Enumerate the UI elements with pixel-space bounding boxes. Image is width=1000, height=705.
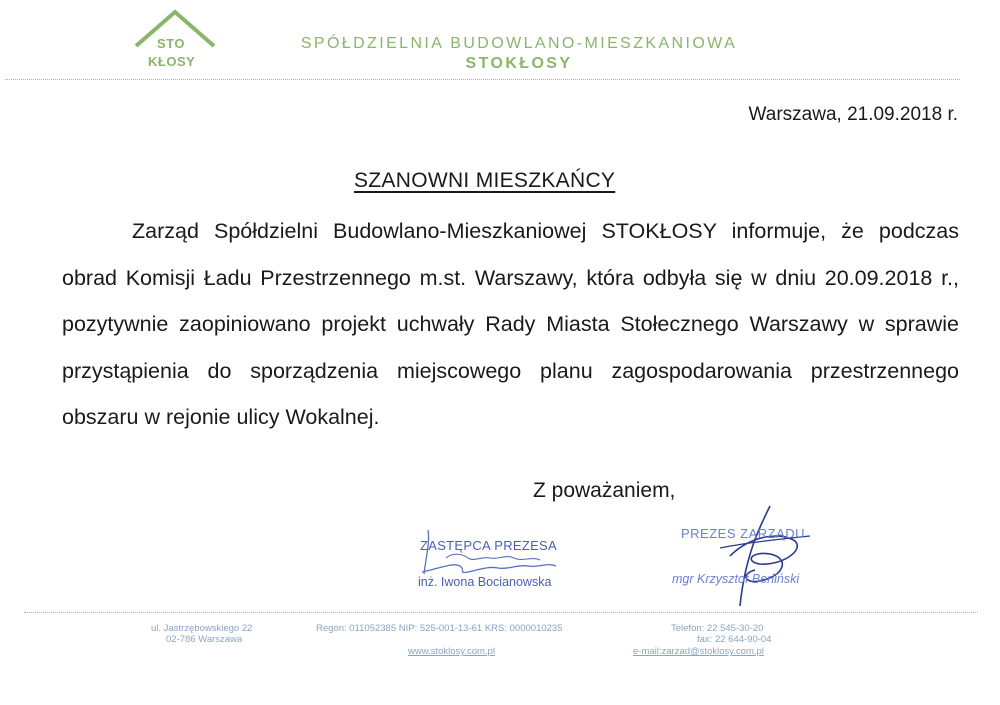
footer-website-link[interactable]: www.stoklosy.com.pl [408,646,495,657]
footer-address-city: 02-786 Warszawa [166,634,243,645]
logo-text-top: STO [157,36,185,51]
cooperative-logo [120,6,230,76]
organization-short-name: STOKŁOSY [465,55,573,72]
signer-right-title: PREZES ZARZĄDU [681,526,806,541]
footer-registry-numbers: Regon: 011052385 NIP: 525-001-13-61 KRS: 0000010235 [316,623,563,634]
signer-right-name: mgr Krzysztof Berliński [672,572,800,586]
header-divider [5,79,960,80]
letter-heading: SZANOWNI MIESZKAŃCY [354,169,616,192]
organization-name: SPÓŁDZIELNIA BUDOWLANO-MIESZKANIOWA [300,35,738,52]
footer-email-link[interactable]: e-mail:zarzad@stoklosy.com.pl [633,646,764,657]
letter-date: Warszawa, 21.09.2018 r. [748,104,958,125]
footer-phone: Telefon: 22 545-30-20 [671,623,764,634]
signer-left-title: ZASTĘPCA PREZESA [420,538,558,553]
signer-left-name: inż. Iwona Bocianowska [418,575,552,589]
logo-text-bottom: KŁOSY [148,54,196,69]
handwritten-signature-right [700,496,820,616]
footer-address-street: ul. Jastrzębowskiego 22 [151,623,253,634]
footer-divider [24,612,978,613]
letter-closing: Z poważaniem, [533,479,676,502]
footer-fax: fax: 22 644-90-04 [697,634,772,645]
letter-body: Zarząd Spółdzielni Budowlano-Mieszkaniowej STOKŁOSY informuje, że podczas obrad Komisji Ładu Przestrzennego m.st. Warszawy, która odbyła się w dniu 20.09.2018 r., pozytywnie zaopiniowano projekt uchwały Rady Miasta Stołecznego Warszawy w sprawie przystąpienia do sporządzenia miejscowego planu zagospodarowania przestrzennego obszaru w rejonie ulicy Wokalnej. [62,219,959,429]
